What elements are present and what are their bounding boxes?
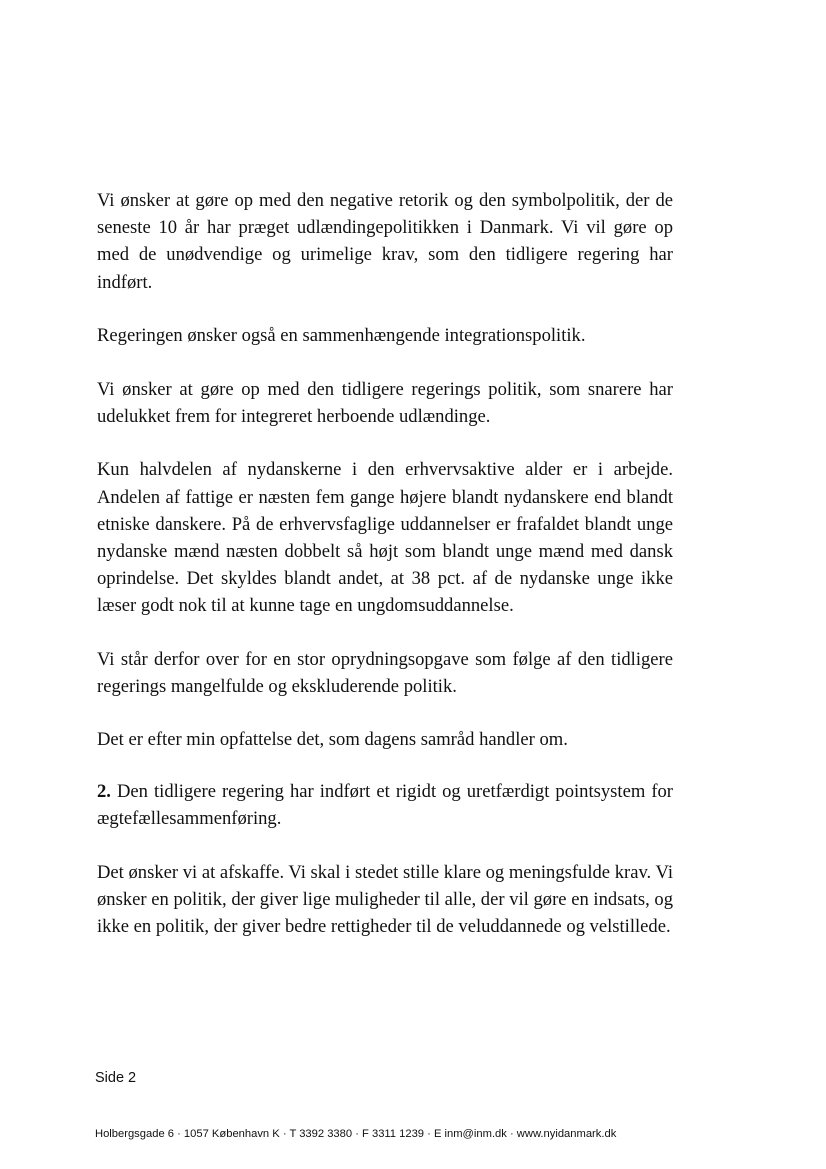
document-body xyxy=(97,187,673,967)
paragraph: Regeringen ønsker også en sammenhængende integrationspolitik. xyxy=(97,324,586,346)
page-number: Side 2 xyxy=(95,1070,137,1086)
paragraph: Vi ønsker at gøre op med den tidligere regerings politik, som snarere har udelukket frem for integreret herboende udlændinge. xyxy=(97,379,673,428)
paragraph: Vi ønsker at gøre op med den negative retorik og den symbolpolitik, der de seneste 10 år har præget udlændingepolitikken i Danmark. Vi vil gøre op med de unødvendige og urimelige krav, som den tidligere regering har indført. xyxy=(97,190,673,293)
numbered-paragraph xyxy=(97,778,673,832)
paragraph: Kun halvdelen af nydanskerne i den erhvervsaktive alder er i arbejde. Andelen af fattige er næsten fem gange højere blandt nydanskere end blandt etniske danskere. På de erhvervsfaglige uddannelser er frafaldet blandt unge nydanske mænd næsten dobbelt så højt som blandt unge mænd med dansk oprindelse. Det skyldes blandt andet, at 38 pct. af de nydanske unge ikke læser godt nok til at kunne tage en ungdomsuddannelse. xyxy=(97,459,673,617)
paragraph-number: 2. xyxy=(97,781,111,803)
closing-paragraph: Det ønsker vi at afskaffe. Vi skal i stedet stille klare og meningsfulde krav. Vi ønsker en politik, der giver lige muligheder til alle, der vil gøre en indsats, og ikke en politik, der giver bedre rettigheder til de veluddannede og velstillede. xyxy=(97,861,673,938)
paragraph: Vi står derfor over for en stor oprydningsopgave som følge af den tidligere regerings mangelfulde og ekskluderende politik. xyxy=(97,648,673,697)
footer-address: Holbergsgade 6 · 1057 København K · T 3392 3380 · F 3311 1239 · E inm@inm.dk · www.nyidanmark.dk xyxy=(95,1128,617,1140)
paragraph-text: Den tidligere regering har indført et rigidt og uretfærdigt pointsystem for ægtefællesammenføring. xyxy=(97,781,673,830)
paragraph: Det er efter min opfattelse det, som dagens samråd handler om. xyxy=(97,729,568,751)
